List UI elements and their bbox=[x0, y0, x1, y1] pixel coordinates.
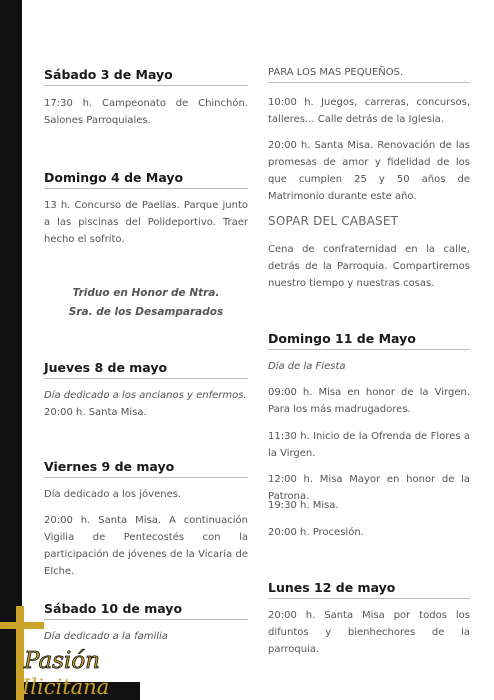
domingo-4-text: 13 h. Concurso de Paellas. Parque junto a las piscinas del Polideportivo. Traer hecho el sofrito. bbox=[44, 200, 248, 245]
day-heading-sabado-10: Sábado 10 de mayo bbox=[44, 601, 248, 620]
domingo-11-item: 20:00 h. Procesión. bbox=[268, 527, 364, 538]
domingo-11-item: 11:30 h. Inicio de la Ofrenda de Flores a la Virgen. bbox=[268, 431, 470, 459]
day-heading-domingo-11: Domingo 11 de Mayo bbox=[268, 331, 470, 350]
domingo-11-item: 12:00 h. Misa Mayor en honor de la Patrona. bbox=[268, 474, 470, 502]
day-heading-viernes-9: Viernes 9 de mayo bbox=[44, 459, 248, 478]
logo-word-pasion: Pasión bbox=[24, 648, 100, 674]
viernes-9-text: 20:00 h. Santa Misa. A continuación Vigilia de Pentecostés con la participación de jóvenes de la Vicaría de Elche. bbox=[44, 515, 248, 577]
domingo-11-item: 09:00 h. Misa en honor de la Virgen. Para los más madrugadores. bbox=[268, 387, 470, 415]
day-heading-jueves-8: Jueves 8 de mayo bbox=[44, 360, 248, 379]
sopar-text: Cena de confraternidad en la calle, detrás de la Parroquia. Compartiremos nuestro tiempo y nuestras cosas. bbox=[268, 244, 470, 289]
viernes-9-dedication: Día dedicado a los jóvenes. bbox=[44, 489, 182, 500]
day-heading-lunes-12: Lunes 12 de mayo bbox=[268, 580, 470, 599]
sabado-3-text: 17:30 h. Campeonato de Chinchón. Salones Parroquiales. bbox=[44, 98, 248, 126]
triduo-title bbox=[44, 284, 248, 322]
domingo-11-subtitle: Día de la Fiesta bbox=[268, 361, 346, 372]
pequenos-text-2: 20:00 h. Santa Misa. Renovación de las promesas de amor y fidelidad de los que cumplen 25 y 50 años de Matrimonio durante este año. bbox=[268, 140, 470, 202]
sopar-heading: SOPAR DEL CABASET bbox=[268, 214, 399, 228]
logo-word-ilicitana: Ilicitana bbox=[22, 675, 110, 699]
day-heading-domingo-4: Domingo 4 de Mayo bbox=[44, 170, 248, 189]
pequenos-text-1: 10:00 h. Juegos, carreras, concursos, talleres... Calle detrás de la Iglesia. bbox=[268, 97, 470, 125]
day-heading-sabado-3: Sábado 3 de Mayo bbox=[44, 67, 248, 86]
pasion-ilicitana-logo bbox=[0, 604, 140, 700]
triduo-line-2: Sra. de los Desamparados bbox=[68, 306, 224, 318]
pequenos-heading: PARA LOS MAS PEQUEÑOS. bbox=[268, 67, 470, 83]
triduo-line-1: Triduo en Honor de Ntra. bbox=[72, 287, 220, 299]
left-black-band bbox=[0, 0, 22, 700]
sabado-10-text: Día dedicado a la familia bbox=[44, 631, 168, 642]
jueves-8-dedication: Día dedicado a los ancianos y enfermos. bbox=[44, 390, 247, 401]
lunes-12-text: 20:00 h. Santa Misa por todos los difuntos y bienhechores de la parroquia. bbox=[268, 610, 470, 655]
jueves-8-text: 20:00 h. Santa Misa. bbox=[44, 407, 147, 418]
domingo-11-item: 19:30 h. Misa. bbox=[268, 500, 339, 511]
